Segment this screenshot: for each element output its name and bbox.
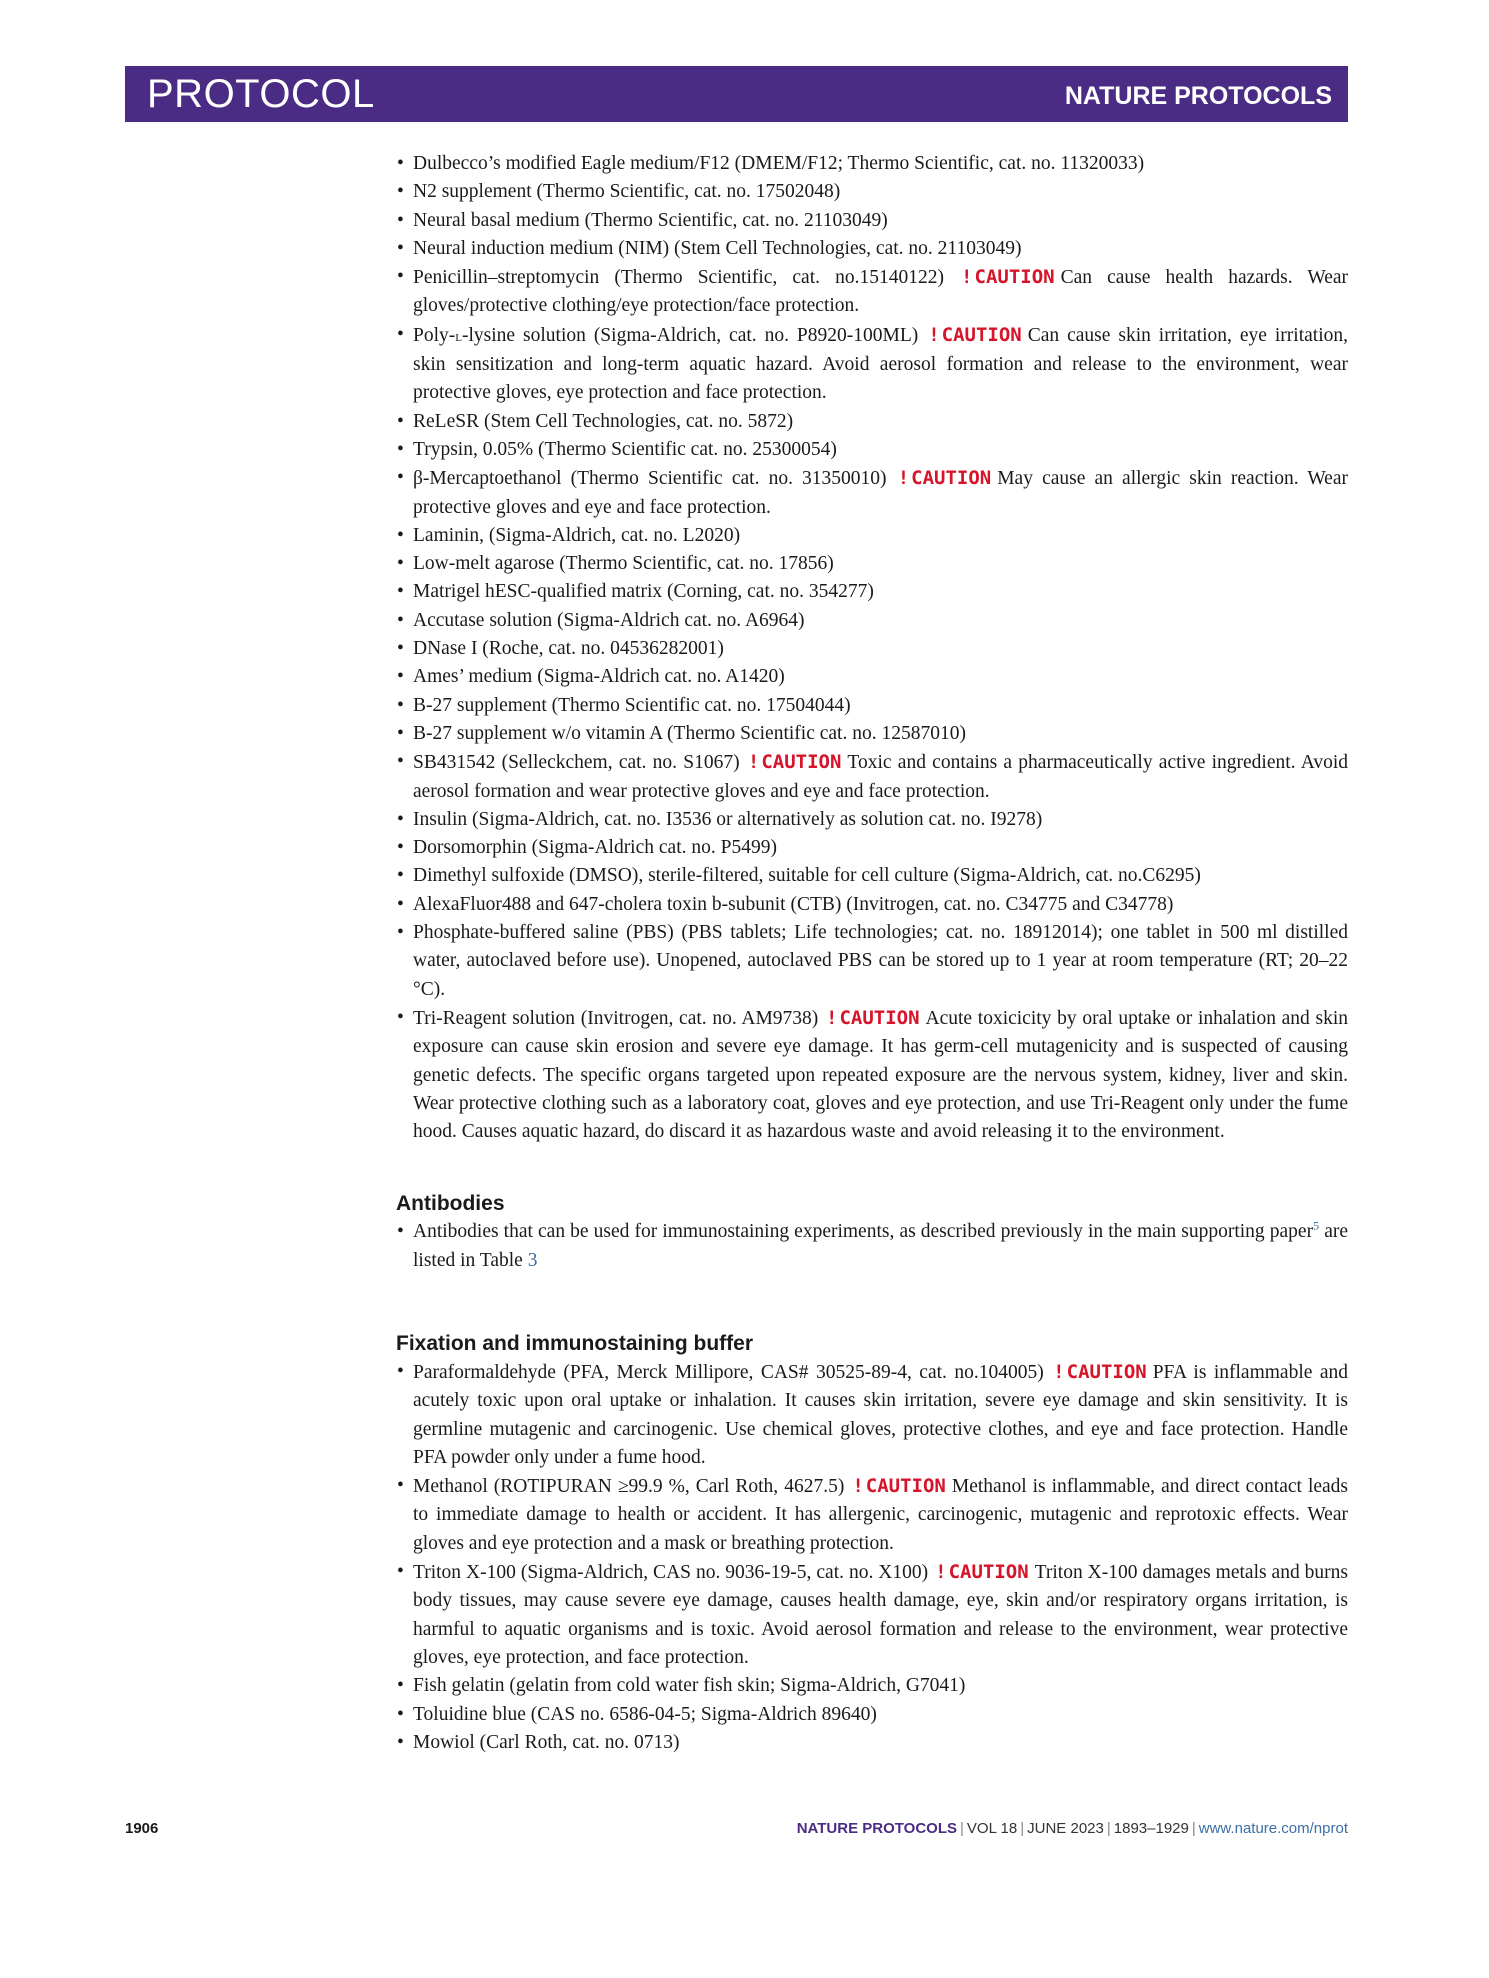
item-text: Insulin (Sigma-Aldrich, cat. no. I3536 or alternatively as solution cat. no. I9278): [413, 808, 1043, 830]
item-text: Paraformaldehyde (PFA, Merck Millipore, CAS# 30525-89-4, cat. no.104005): [413, 1361, 1044, 1383]
caution-icon: !: [897, 467, 910, 490]
list-item: [396, 748, 1348, 806]
item-text: ReLeSR (Stem Cell Technologies, cat. no. 5872): [413, 410, 794, 432]
item-text: B-27 supplement w/o vitamin A (Thermo Scientific cat. no. 12587010): [413, 722, 966, 744]
item-text: Methanol (ROTIPURAN ≥99.9 %, Carl Roth, 4627.5): [413, 1476, 845, 1498]
caution-label: [961, 266, 1055, 288]
caution-word: CAUTION: [761, 751, 842, 774]
list-item: [396, 1004, 1348, 1146]
item-text: Dimethyl sulfoxide (DMSO), sterile-filtered, suitable for cell culture (Sigma-Aldrich, cat. no.C6295): [413, 865, 1201, 887]
list-item: [396, 1672, 1348, 1700]
item-text: N2 supplement (Thermo Scientific, cat. no. 17502048): [413, 181, 841, 203]
caution-label: [928, 324, 1022, 346]
item-text: Penicillin–streptomycin (Thermo Scientific, cat. no.15140122): [413, 267, 944, 289]
list-item: [396, 806, 1348, 834]
caution-icon: !: [852, 1475, 864, 1498]
caution-word: CAUTION: [941, 323, 1022, 346]
antibodies-heading: Antibodies: [396, 1192, 505, 1216]
reference-link[interactable]: 5: [1313, 1218, 1320, 1233]
caution-label: [852, 1475, 946, 1497]
page-footer: [125, 1820, 1348, 1844]
item-text-smallcaps: l: [455, 328, 462, 345]
list-item: [396, 862, 1348, 890]
footer-url[interactable]: www.nature.com/nprot: [1198, 1820, 1348, 1837]
list-item: [396, 1358, 1348, 1472]
list-item: [396, 635, 1348, 663]
list-item: [396, 1218, 1348, 1275]
caution-icon: !: [928, 323, 940, 346]
caution-icon: !: [747, 751, 760, 774]
item-text: Accutase solution (Sigma-Aldrich cat. no. A6964): [413, 609, 805, 631]
item-text: Phosphate-buffered saline (PBS) (PBS tablets; Life technologies; cat. no. 18912014); one tablet in 500 ml distilled water, autoclaved before use). Unopened, autoclaved PBS can be stored up to 1 year at room temperature (RT; 20–22 °C).: [413, 922, 1348, 1000]
list-item: [396, 1729, 1348, 1757]
list-item: [396, 607, 1348, 635]
list-item: [396, 464, 1348, 522]
page-content: [396, 150, 1348, 1757]
item-text: Low-melt agarose (Thermo Scientific, cat. no. 17856): [413, 553, 834, 575]
list-item: [396, 321, 1348, 408]
item-text: Fish gelatin (gelatin from cold water fish skin; Sigma-Aldrich, G7041): [413, 1675, 966, 1697]
caution-label: [748, 751, 842, 773]
caution-word: CAUTION: [839, 1006, 920, 1029]
list-item: [396, 408, 1348, 436]
journal-name: NATURE PROTOCOLS: [1064, 82, 1332, 110]
item-text-prefix: Poly-: [413, 324, 456, 346]
item-text: SB431542 (Selleckchem, cat. no. S1067): [413, 752, 740, 774]
list-item: [396, 550, 1348, 578]
list-item: [396, 235, 1348, 263]
list-item: [396, 692, 1348, 720]
item-text: are listed in Table: [413, 1221, 1348, 1271]
caution-word: CAUTION: [1066, 1360, 1147, 1383]
caution-label: [935, 1561, 1029, 1583]
item-text: Dulbecco’s modified Eagle medium/F12 (DMEM/F12; Thermo Scientific, cat. no. 11320033): [413, 153, 1145, 174]
footer-pages: 1893–1929: [1113, 1820, 1189, 1837]
footer-volume: VOL 18: [966, 1820, 1018, 1837]
page-header: [125, 66, 1348, 122]
item-text: β-Mercaptoethanol (Thermo Scientific cat. no. 31350010): [413, 468, 887, 490]
item-text: Laminin, (Sigma-Aldrich, cat. no. L2020): [413, 524, 741, 546]
list-item: [396, 834, 1348, 862]
caution-label: [898, 467, 992, 489]
section-label: PROTOCOL: [147, 72, 375, 116]
fixation-section: [396, 1330, 1348, 1757]
caution-text: Can cause skin irritation, eye irritation, skin sensitization and long-term aquatic hazard. Avoid aerosol formation and release to the environment, wear protective gloves, eye protection and face protection.: [413, 324, 1348, 404]
item-text: Trypsin, 0.05% (Thermo Scientific cat. no. 25300054): [413, 438, 837, 460]
list-item: [396, 522, 1348, 550]
item-text: -lysine solution (Sigma-Aldrich, cat. no. P8920-100ML): [462, 324, 919, 346]
antibodies-section: [396, 1190, 1348, 1275]
caution-text: Acute toxicicity by oral uptake or inhalation and skin exposure can cause skin erosion and severe eye damage. It has germ-cell mutagenicity and is suspected of causing genetic defects. The specific organs targeted upon repeated exposure are the nervous system, kidney, liver and skin. Wear protective clothing such as a laboratory coat, gloves and eye protection, and use Tri-Reagent only under the fume hood. Causes aquatic hazard, do discard it as hazardous waste and avoid releasing it to the environment.: [413, 1007, 1349, 1143]
list-item: [396, 720, 1348, 748]
item-text: Matrigel hESC-qualified matrix (Corning, cat. no. 354277): [413, 581, 874, 603]
caution-text: Methanol is inflammable, and direct contact leads to immediate damage to health or accident. It has allergenic, carcinogenic, mutagenic and reprotoxic effects. Wear gloves and eye protection and a mask or breathing protection.: [413, 1476, 1349, 1554]
item-text: B-27 supplement (Thermo Scientific cat. no. 17504044): [413, 694, 851, 716]
list-item: [396, 919, 1348, 1004]
reagent-list: [396, 150, 1348, 1146]
caution-text: May cause an allergic skin reaction. Wear protective gloves and eye and face protection.: [413, 468, 1348, 518]
caution-text: PFA is inflammable and acutely toxic upon oral uptake or inhalation. It causes skin irritation, severe eye damage and skin sensitivity. It is germline mutagenic and carcinogenic. Use chemical gloves, protective clothes, and eye and face protection. Handle PFA powder only under a fume hood.: [413, 1361, 1349, 1468]
page-number: 1906: [125, 1820, 159, 1837]
footer-date: JUNE 2023: [1027, 1820, 1104, 1837]
item-text: Tri-Reagent solution (Invitrogen, cat. no. AM9738): [413, 1007, 819, 1029]
caution-text: Toxic and contains a pharmaceutically active ingredient. Avoid aerosol formation and wear protective gloves and eye and face protection.: [413, 752, 1349, 802]
item-text: DNase I (Roche, cat. no. 04536282001): [413, 638, 724, 660]
list-item: [396, 436, 1348, 464]
caution-icon: !: [961, 266, 973, 289]
caution-text: Triton X-100 damages metals and burns body tissues, may cause severe eye damage, causes health damage, eye, skin and/or respiratory organs irritation, is harmful to aquatic organisms and is toxic. Avoid aerosol formation and release to the environment, wear protective gloves, eye protection, and face protection.: [413, 1562, 1349, 1668]
caution-word: CAUTION: [865, 1475, 946, 1498]
citation: NATURE PROTOCOLS | VOL 18 | JUNE 2023 | 1893–1929 | www.nature.com/nprot: [796, 1820, 1348, 1837]
list-item: [396, 207, 1348, 235]
item-text: Dorsomorphin (Sigma-Aldrich cat. no. P5499): [413, 837, 777, 859]
list-item: [396, 578, 1348, 606]
list-item: [396, 150, 1348, 178]
list-item: [396, 1558, 1348, 1672]
item-text: Mowiol (Carl Roth, cat. no. 0713): [413, 1731, 680, 1753]
list-item: [396, 263, 1348, 321]
item-text: Neural induction medium (NIM) (Stem Cell Technologies, cat. no. 21103049): [413, 237, 1022, 259]
fixation-list: [396, 1358, 1348, 1757]
item-text: Ames’ medium (Sigma-Aldrich cat. no. A1420): [413, 666, 785, 688]
caution-icon: !: [1053, 1360, 1065, 1383]
list-item: [396, 1472, 1348, 1558]
caution-label: [826, 1007, 920, 1029]
item-text: Triton X-100 (Sigma-Aldrich, CAS no. 9036-19-5, cat. no. X100): [413, 1562, 929, 1584]
item-text: Neural basal medium (Thermo Scientific, cat. no. 21103049): [413, 209, 888, 231]
list-item: [396, 891, 1348, 919]
caution-word: CAUTION: [974, 266, 1055, 289]
caution-word: CAUTION: [911, 467, 992, 490]
list-item: [396, 178, 1348, 206]
caution-icon: !: [825, 1006, 838, 1029]
caution-text: Can cause health hazards. Wear gloves/protective clothing/eye protection/face protection.: [413, 267, 1349, 317]
list-item: [396, 663, 1348, 691]
caution-label: [1053, 1361, 1147, 1383]
fixation-heading: Fixation and immunostaining buffer: [396, 1331, 753, 1355]
list-item: [396, 1701, 1348, 1729]
item-text: Antibodies that can be used for immunostaining experiments, as described previously in the main supporting paper: [413, 1221, 1314, 1243]
caution-icon: !: [935, 1561, 947, 1584]
footer-journal: NATURE PROTOCOLS: [796, 1820, 958, 1837]
item-text: AlexaFluor488 and 647-cholera toxin b-subunit (CTB) (Invitrogen, cat. no. C34775 and C34778): [413, 893, 1174, 915]
table-link[interactable]: 3: [527, 1249, 538, 1271]
caution-word: CAUTION: [948, 1561, 1029, 1584]
item-text: Toluidine blue (CAS no. 6586-04-5; Sigma-Aldrich 89640): [413, 1703, 877, 1725]
